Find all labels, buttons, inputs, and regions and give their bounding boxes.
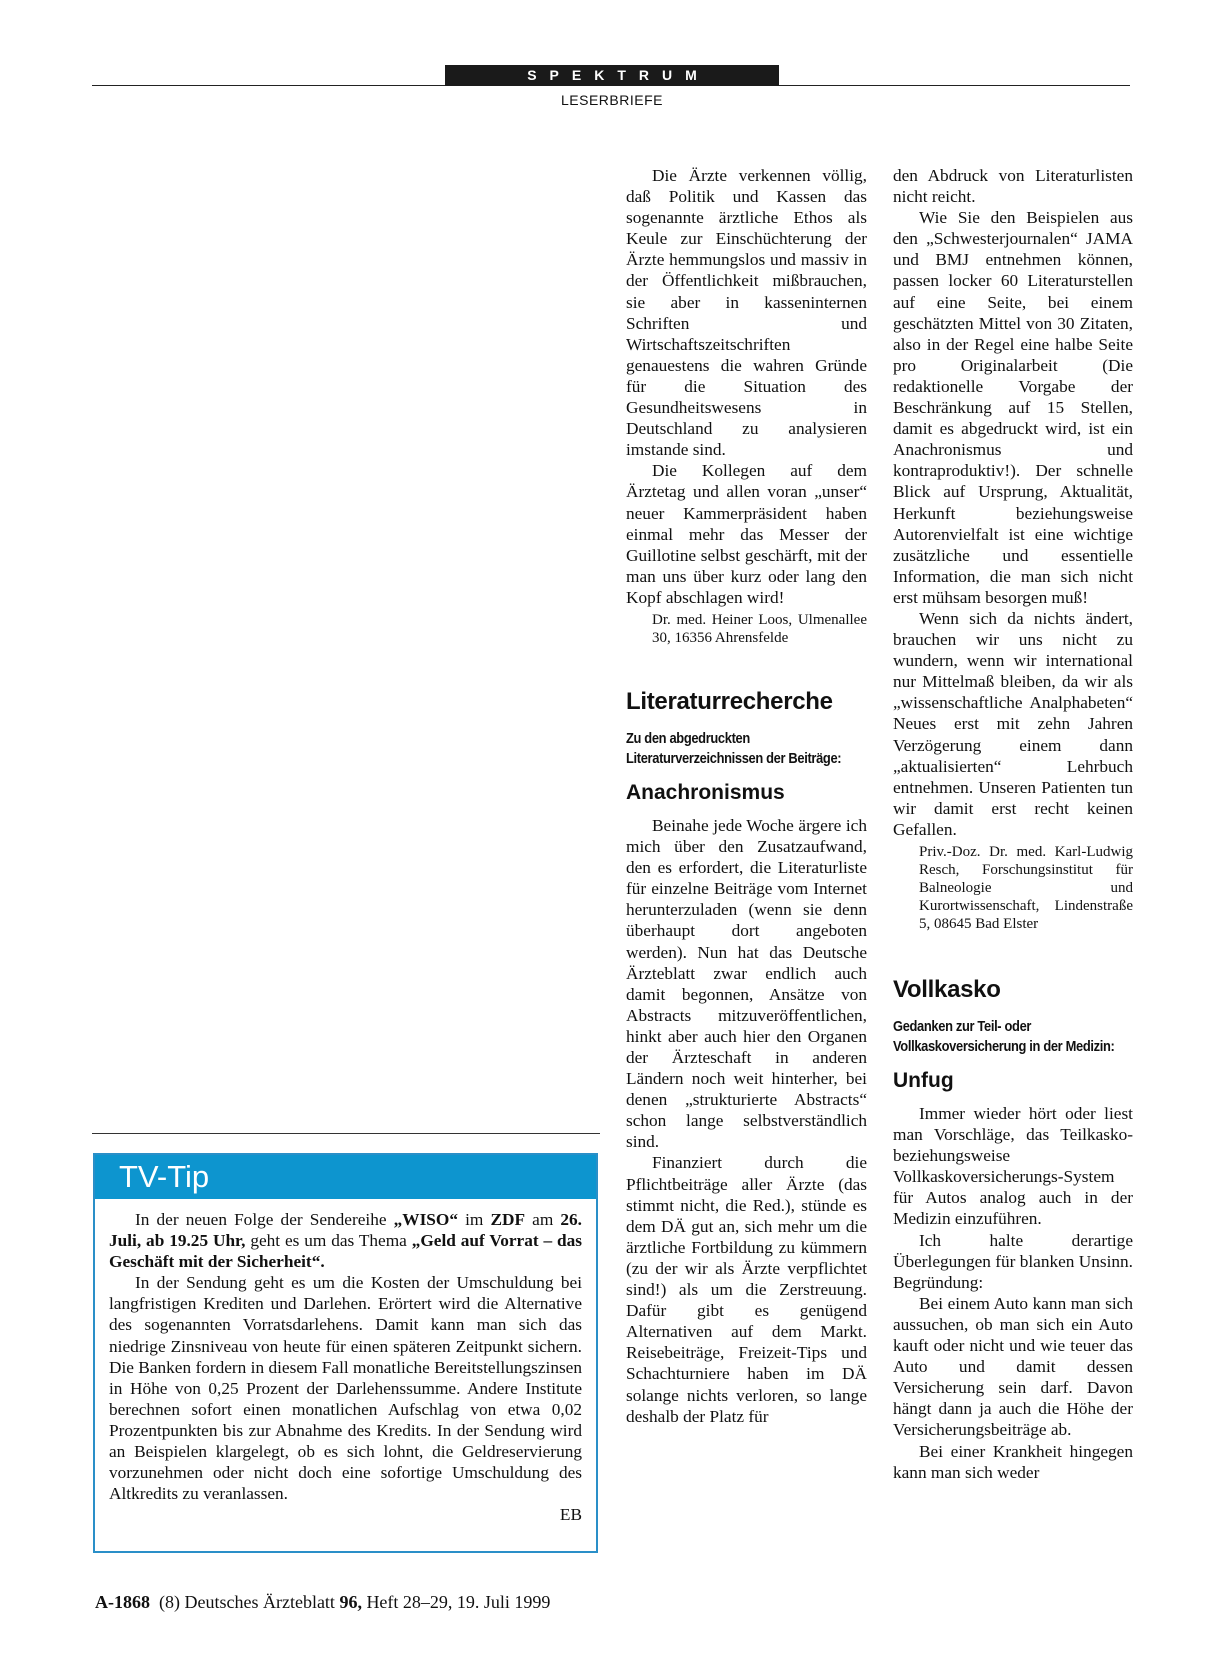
paragraph: Wenn sich da nichts ändert, brauchen wir uns nicht zu wundern, wenn wir international nur Mittelmaß bleiben, da wir als „wissenschaftliche Analphabeten“ Neues erst mit zehn Jahren Verzögerung einem dann „aktualisierten“ Lehrbuch entnehmen. Unseren Patienten tun wir damit erst recht keinen Gefallen.: [893, 608, 1133, 839]
text: am: [525, 1210, 561, 1229]
paragraph: Immer wieder hört oder liest man Vorschläge, das Teilkasko- beziehungsweise Vollkaskoversicherungs-System für Autos analog auch in der Medizin einzuführen.: [893, 1104, 1133, 1229]
tv-tip-box: [93, 1153, 598, 1553]
tv-tip-intro: [109, 1209, 582, 1272]
letter-subheading: Zu den abgedruckten Literaturverzeichnissen der Beiträge:: [626, 729, 842, 767]
issue-date: Heft 28–29, 19. Juli 1999: [366, 1592, 551, 1612]
column-rule: [92, 1133, 600, 1134]
paragraph: Ich halte derartige Überlegungen für blanken Unsinn. Begründung:: [893, 1230, 1133, 1292]
paragraph: Bei einem Auto kann man sich aussuchen, ob man sich ein Auto kauft oder nicht und wie teuer das Auto und damit dessen Versicherung sein darf. Davon hängt dann ja auch die Höhe der Versicherungsbeiträge ab.: [893, 1293, 1133, 1440]
paragraph: Wie Sie den Beispielen aus den „Schwesterjournalen“ JAMA und BMJ entnehmen können, passen locker 60 Literaturstellen auf eine Seite, bei einem geschätzten Mittel von 30 Zitaten, also in der Regel eine halbe Seite pro Originalarbeit (Die redaktionelle Vorgabe der Beschränkung auf 15 Stellen, damit es abgedruckt wird, ist ein Anachronismus und kontraproduktiv!). Der schnelle Blick auf Ursprung, Aktualität, Herkunft beziehungsweise Autorenvielfalt ist eine wichtige zusätzliche und essentielle Information, die man sich nicht erst mühsam besorgen muß!: [893, 208, 1133, 607]
page-footer: [95, 1592, 550, 1613]
section-label: SPEKTRUM: [445, 65, 779, 86]
letter-subheading: Gedanken zur Teil- oder Vollkaskoversicherung in der Medizin:: [893, 1018, 1115, 1055]
topic: „Geld auf Vorrat – das Geschäft mit der Sicherheit“.: [109, 1231, 583, 1272]
paragraph: Beinahe jede Woche ärgere ich mich über den Zusatzaufwand, den es erfordert, die Literaturliste für einzelne Beiträge vom Internet herunterzuladen (wenn sie denn überhaupt dort angeboten werden). Nun hat das Deutsche Ärzteblatt zwar endlich auch damit begonnen, Ansätze von Abstracts mitzuveröffentlichen, hinkt aber auch hier den Organen der Ärzteschaft in anderen Ländern noch weit hinterher, bei denen „strukturierte Abstracts“ schon lange selbstverständlich sind.: [626, 815, 867, 1152]
paragraph: In der Sendung geht es um die Kosten der Umschuldung bei langfristigen Krediten und Darlehen. Erörtert wird die Alternative des sogenannten Vorratsdarlehens. Damit kann man sich das niedrige Zinsniveau von heute für einen späteren Zeitpunkt sichern. Die Banken fordern in diesem Fall monatliche Bereitstellungszinsen in Höhe von 0,25 Prozent der Darlehenssumme. Andere Institute berechnen sofort einen monatlichen Aufschlag von etwa 0,02 Prozentpunkten bis zur Abnahme des Kredits. In der Sendung wird an Beispielen klargelegt, ob es sich lohnt, die Geldreservierung vorzunehmen oder nicht doch eine sofortige Umschuldung des Altkredits zu veranlassen.: [109, 1273, 582, 1504]
paragraph: den Abdruck von Literaturlisten nicht reicht.: [893, 166, 1133, 207]
page-number: A-1868: [95, 1592, 150, 1612]
paragraph: Finanziert durch die Pflichtbeiträge aller Ärzte (das stimmt nicht, die Red.), stünde es dem DÄ gut an, sich mehr um die ärztliche Fortbildung zu kümmern (zu der wir als Ärzte verpflichtet sind!) als um die Zerstreuung. Dafür gibt es genügend Alternativen auf dem Markt. Reisebeiträge, Freizeit-Tips und Schachturniere haben im DÄ solange nichts verloren, so lange deshalb der Platz für: [626, 1153, 867, 1426]
channel-name: ZDF: [490, 1210, 526, 1229]
letter-signature: Priv.-Doz. Dr. med. Karl-Ludwig Resch, Forschungsinstitut für Balneologie und Kurortwissenschaft, Lindenstraße 5, 08645 Bad Elster: [919, 844, 1133, 932]
text: In der neuen Folge der Sendereihe: [135, 1210, 394, 1229]
letter-title: Anachronismus: [626, 780, 785, 804]
paragraph: Die Kollegen auf dem Ärztetag und allen voran „unser“ neuer Kammerpräsident haben einmal mehr das Messer der Guillotine selbst geschärft, mit der man uns über kurz oder lang den Kopf abschlagen wird!: [626, 461, 867, 607]
paragraph: Die Ärzte verkennen völlig, daß Politik und Kassen das sogenannte ärztliche Ethos als Keule zur Einschüchterung der Ärzte hemmungslos und massiv in der Öffentlichkeit mißbrauchen, sie aber in kasseninternen Schriften und Wirtschaftszeitschriften genauestens die wahren Gründe für die Situation des Gesundheitswesens in Deutschland zu analysieren imstande sind.: [626, 166, 867, 460]
paragraph: Bei einer Krankheit hingegen kann man sich weder: [893, 1441, 1133, 1482]
tv-tip-title: TV-Tip: [95, 1155, 596, 1199]
column-right: [893, 165, 1133, 1483]
text: geht es um das Thema: [245, 1231, 412, 1251]
letter-heading: Literaturrecherche: [626, 687, 833, 715]
column-middle: [626, 165, 867, 1427]
subsection-label: LESERBRIEFE: [561, 92, 663, 108]
letter-signature: Dr. med. Heiner Loos, Ulmenallee 30, 16356 Ahrensfelde: [652, 611, 867, 646]
journal-name: (8) Deutsches Ärzteblatt: [159, 1592, 335, 1612]
tv-tip-author: EB: [559, 1505, 582, 1525]
letter-heading: Vollkasko: [893, 976, 1001, 1003]
letter-title: Unfug: [893, 1069, 954, 1092]
airdate: 26. Juli, ab 19.25 Uhr,: [109, 1210, 582, 1251]
volume: 96,: [339, 1592, 362, 1612]
tv-tip-body: [95, 1199, 596, 1525]
show-name: „WISO“: [393, 1210, 458, 1229]
text: im: [457, 1210, 491, 1229]
